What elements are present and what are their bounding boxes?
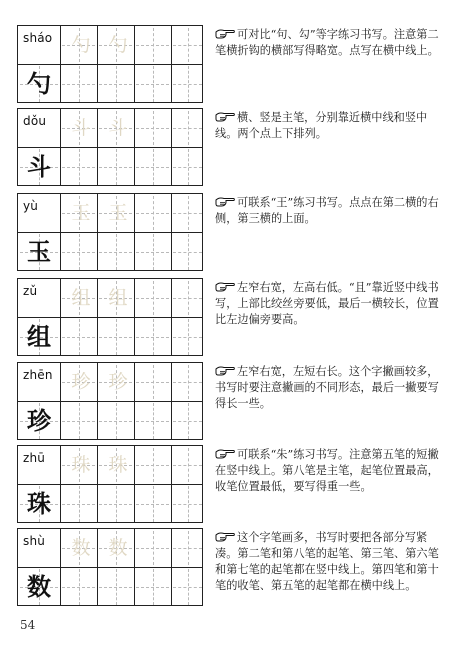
guide-line <box>116 66 117 102</box>
tracing-character: 组 <box>108 287 128 309</box>
grid-divider <box>18 64 202 65</box>
practice-row <box>0 362 460 440</box>
writing-tip <box>215 364 447 412</box>
tracing-character: 珍 <box>108 371 128 393</box>
page-number: 54 <box>20 618 36 632</box>
writing-tip <box>215 195 447 227</box>
guide-line <box>188 448 189 482</box>
tip-text: 可联系“王”练习书写。点点在第二横的右侧，第三横的上面。 <box>215 196 439 225</box>
grid-divider <box>18 147 202 148</box>
tracing-character: 玉 <box>71 202 91 224</box>
grid-divider <box>18 401 202 402</box>
model-character: 珍 <box>27 407 51 435</box>
practice-row <box>0 278 460 356</box>
tracing-character: 斗 <box>108 117 128 139</box>
grid-divider <box>18 232 202 233</box>
guide-line <box>188 365 189 399</box>
guide-line <box>188 196 189 230</box>
grid-divider <box>18 317 202 318</box>
guide-line <box>79 234 80 270</box>
grid-divider <box>18 484 202 485</box>
guide-line <box>116 319 117 355</box>
guide-line <box>153 149 154 185</box>
guide-line <box>116 486 117 522</box>
model-character: 组 <box>27 323 51 351</box>
guide-line <box>153 196 154 230</box>
writing-tip <box>215 280 447 328</box>
practice-row <box>0 445 460 523</box>
tracing-character: 珠 <box>108 454 128 476</box>
practice-row <box>0 193 460 271</box>
tip-text: 横、竖是主笔，分别靠近横中线和竖中线。两个点上下排列。 <box>215 111 428 140</box>
guide-line <box>79 403 80 439</box>
grid-divider <box>18 567 202 568</box>
guide-line <box>188 569 189 605</box>
guide-line <box>153 569 154 605</box>
writing-tip <box>215 110 447 142</box>
model-character: 玉 <box>27 238 51 266</box>
writing-tip <box>215 27 447 59</box>
guide-line <box>79 149 80 185</box>
tip-text: 左窄右宽，左短右长。这个字撇画较多，书写时要注意撇画的不同形态，最后一撇要写得长一些。 <box>215 365 439 410</box>
guide-line <box>153 28 154 62</box>
practice-grid <box>17 25 203 103</box>
pinyin: yù <box>23 199 39 213</box>
guide-line <box>116 149 117 185</box>
practice-row <box>0 528 460 606</box>
pointing-hand-icon <box>215 531 235 542</box>
tip-text: 左窄右宽，左高右低。“且”靠近竖中线书写，上部比绞丝旁要低，最后一横较长，位置比左边偏旁要高。 <box>215 281 439 326</box>
practice-grid <box>17 362 203 440</box>
pinyin: zhēn <box>23 368 53 382</box>
pointing-hand-icon <box>215 365 235 376</box>
tracing-character: 数 <box>108 537 128 559</box>
pinyin: zǔ <box>23 284 38 298</box>
guide-line <box>188 149 189 185</box>
guide-line <box>188 28 189 62</box>
guide-line <box>188 281 189 315</box>
guide-line <box>188 111 189 145</box>
tracing-character: 珠 <box>71 454 91 476</box>
pinyin: zhū <box>23 451 46 465</box>
model-character: 斗 <box>27 153 51 181</box>
practice-grid <box>17 445 203 523</box>
tracing-character: 珍 <box>71 371 91 393</box>
guide-line <box>153 281 154 315</box>
guide-line <box>153 234 154 270</box>
model-character: 勺 <box>27 70 51 98</box>
guide-line <box>188 319 189 355</box>
pointing-hand-icon <box>215 111 235 122</box>
writing-tip <box>215 447 447 495</box>
guide-line <box>153 531 154 565</box>
guide-line <box>79 66 80 102</box>
guide-line <box>153 66 154 102</box>
tracing-character: 斗 <box>71 117 91 139</box>
pinyin: shù <box>23 534 46 548</box>
writing-tip <box>215 530 447 594</box>
guide-line <box>153 365 154 399</box>
guide-line <box>79 569 80 605</box>
pointing-hand-icon <box>215 28 235 39</box>
guide-line <box>153 486 154 522</box>
tracing-character: 组 <box>71 287 91 309</box>
practice-row <box>0 25 460 103</box>
practice-grid <box>17 193 203 271</box>
guide-line <box>79 486 80 522</box>
model-character: 珠 <box>27 490 51 518</box>
pointing-hand-icon <box>215 196 235 207</box>
practice-grid <box>17 528 203 606</box>
practice-grid <box>17 108 203 186</box>
tracing-character: 玉 <box>108 202 128 224</box>
pointing-hand-icon <box>215 448 235 459</box>
pointing-hand-icon <box>215 281 235 292</box>
guide-line <box>153 403 154 439</box>
guide-line <box>188 486 189 522</box>
tip-text: 这个字笔画多，书写时要把各部分写紧凑。第二笔和第八笔的起笔、第三笔、第六笔和第七笔的起笔都在竖中线上。第四笔和第十笔的收笔、第五笔的起笔都在横中线上。 <box>215 531 439 592</box>
guide-line <box>116 569 117 605</box>
tracing-character: 勺 <box>71 34 91 56</box>
tracing-character: 勺 <box>108 34 128 56</box>
guide-line <box>188 66 189 102</box>
guide-line <box>116 234 117 270</box>
pinyin: dǒu <box>23 114 47 128</box>
tip-text: 可联系“朱”练习书写。注意第五笔的短撇在竖中线上。第八笔是主笔，起笔位置最高，收笔位置最低，要写得重一些。 <box>215 448 439 493</box>
practice-grid <box>17 278 203 356</box>
tracing-character: 数 <box>71 537 91 559</box>
guide-line <box>116 403 117 439</box>
guide-line <box>188 531 189 565</box>
guide-line <box>153 319 154 355</box>
guide-line <box>188 403 189 439</box>
guide-line <box>153 111 154 145</box>
pinyin: sháo <box>23 31 53 45</box>
tip-text: 可对比“句、勾”等字练习书写。注意第二笔横折钩的横部写得略宽。点写在横中线上。 <box>215 28 439 57</box>
model-character: 数 <box>27 573 51 601</box>
practice-row <box>0 108 460 186</box>
guide-line <box>188 234 189 270</box>
guide-line <box>79 319 80 355</box>
guide-line <box>153 448 154 482</box>
